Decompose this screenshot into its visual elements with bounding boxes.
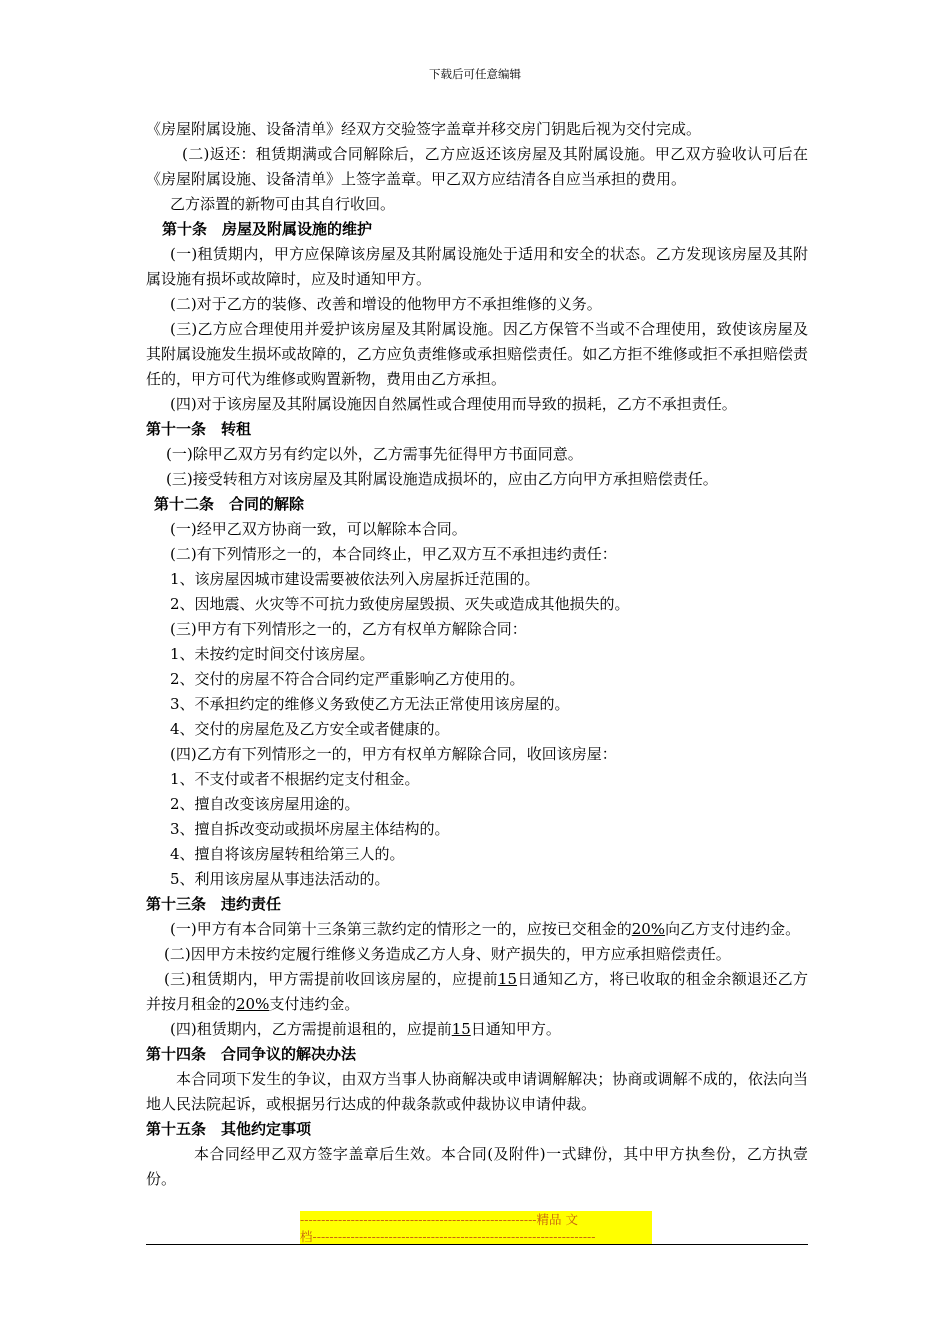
footer-line-2: 档-------------------------------------------------------------------: [300, 1228, 652, 1245]
footer-watermark: [300, 1211, 652, 1245]
page-header: 下载后可任意编辑: [429, 67, 521, 81]
clause-paragraph: (一)租赁期内，甲方应保障该房屋及其附属设施处于适用和安全的状态。乙方发现该房屋及其附属设施有损坏或故障时，应及时通知甲方。: [146, 245, 808, 288]
clause-paragraph: 3、擅自拆改变动或损坏房屋主体结构的。: [170, 820, 450, 838]
article-heading: 第十四条 合同争议的解决办法: [146, 1045, 357, 1063]
breach-clause-4: (四)租赁期内，乙方需提前退租的，应提前15日通知甲方。: [170, 1020, 561, 1038]
clause-paragraph: 5、利用该房屋从事违法活动的。: [170, 870, 390, 888]
clause-paragraph: 1、未按约定时间交付该房屋。: [170, 645, 375, 663]
clause-paragraph: (二)对于乙方的装修、改善和增设的他物甲方不承担维修的义务。: [170, 295, 602, 313]
article-heading: 第十三条 违约责任: [146, 895, 282, 913]
clause-paragraph: (三)乙方应合理使用并爱护该房屋及其附属设施。因乙方保管不当或不合理使用，致使该房屋及其附属设施发生损坏或故障的，乙方应负责维修或承担赔偿责任。如乙方拒不维修或拒不承担赔偿责任的，甲方可代为维修或购置新物，费用由乙方承担。: [146, 320, 808, 388]
breach-clause-3: (三)租赁期内，甲方需提前收回该房屋的，应提前15日通知乙方，将已收取的租金余额退还乙方并按月租金的20%支付违约金。: [146, 970, 808, 1013]
article-heading: 第十条 房屋及附属设施的维护: [162, 220, 373, 238]
document-body: [146, 117, 808, 1192]
other-clause: 本合同经甲乙双方签字盖章后生效。本合同(及附件)一式肆份，其中甲方执叁份，乙方执壹份。: [146, 1145, 808, 1188]
breach-clause-1: (一)甲方有本合同第十三条第三款约定的情形之一的，应按已交租金的20%向乙方支付违约金。: [170, 920, 801, 938]
clause-paragraph: (一)经甲乙双方协商一致，可以解除本合同。: [170, 520, 467, 538]
footer-line-1: --------------------------------------------------------精品 文: [300, 1211, 652, 1228]
clause-paragraph: 4、交付的房屋危及乙方安全或者健康的。: [170, 720, 450, 738]
notice-days: 15: [497, 970, 518, 988]
clause-paragraph: (三)甲方有下列情形之一的，乙方有权单方解除合同：: [170, 620, 527, 638]
clause-paragraph: (三)接受转租方对该房屋及其附属设施造成损坏的，应由乙方向甲方承担赔偿责任。: [166, 470, 718, 488]
clause-paragraph: 乙方添置的新物可由其自行收回。: [170, 195, 396, 213]
article-heading: 第十一条 转租: [146, 420, 252, 438]
clause-paragraph: 2、交付的房屋不符合合同约定严重影响乙方使用的。: [170, 670, 525, 688]
dispute-clause: 本合同项下发生的争议，由双方当事人协商解决或申请调解解决；协商或调解不成的，依法向当地人民法院起诉，或根据另行达成的仲裁条款或仲裁协议申请仲裁。: [146, 1070, 808, 1113]
clause-paragraph: 《房屋附属设施、设备清单》经双方交验签字盖章并移交房门钥匙后视为交付完成。: [146, 120, 702, 138]
breach-clause-2: (二)因甲方未按约定履行维修义务造成乙方人身、财产损失的，甲方应承担赔偿责任。: [164, 945, 731, 963]
penalty-rate: 20%: [236, 995, 270, 1013]
clause-paragraph: 2、因地震、火灾等不可抗力致使房屋毁损、灭失或造成其他损失的。: [170, 595, 630, 613]
clause-paragraph: 4、擅自将该房屋转租给第三人的。: [170, 845, 405, 863]
clause-paragraph: (四)对于该房屋及其附属设施因自然属性或合理使用而导致的损耗，乙方不承担责任。: [170, 395, 737, 413]
clause-paragraph: (二)返还：租赁期满或合同解除后，乙方应返还该房屋及其附属设施。甲乙双方验收认可后在《房屋附属设施、设备清单》上签字盖章。甲乙双方应结清各自应当承担的费用。: [146, 145, 808, 188]
clause-paragraph: 2、擅自改变该房屋用途的。: [170, 795, 360, 813]
footer-rule: [146, 1244, 808, 1245]
clause-paragraph: (二)有下列情形之一的，本合同终止，甲乙双方互不承担违约责任：: [170, 545, 617, 563]
clause-list: [146, 117, 808, 917]
clause-paragraph: (四)乙方有下列情形之一的，甲方有权单方解除合同，收回该房屋：: [170, 745, 617, 763]
clause-paragraph: 1、该房屋因城市建设需要被依法列入房屋拆迁范围的。: [170, 570, 540, 588]
article-heading: 第十五条 其他约定事项: [146, 1120, 312, 1138]
clause-paragraph: 3、不承担约定的维修义务致使乙方无法正常使用该房屋的。: [170, 695, 570, 713]
clause-paragraph: 1、不支付或者不根据约定支付租金。: [170, 770, 420, 788]
notice-days: 15: [451, 1020, 471, 1038]
article-heading: 第十二条 合同的解除: [154, 495, 305, 513]
penalty-rate: 20%: [631, 920, 666, 938]
clause-paragraph: (一)除甲乙双方另有约定以外，乙方需事先征得甲方书面同意。: [166, 445, 583, 463]
